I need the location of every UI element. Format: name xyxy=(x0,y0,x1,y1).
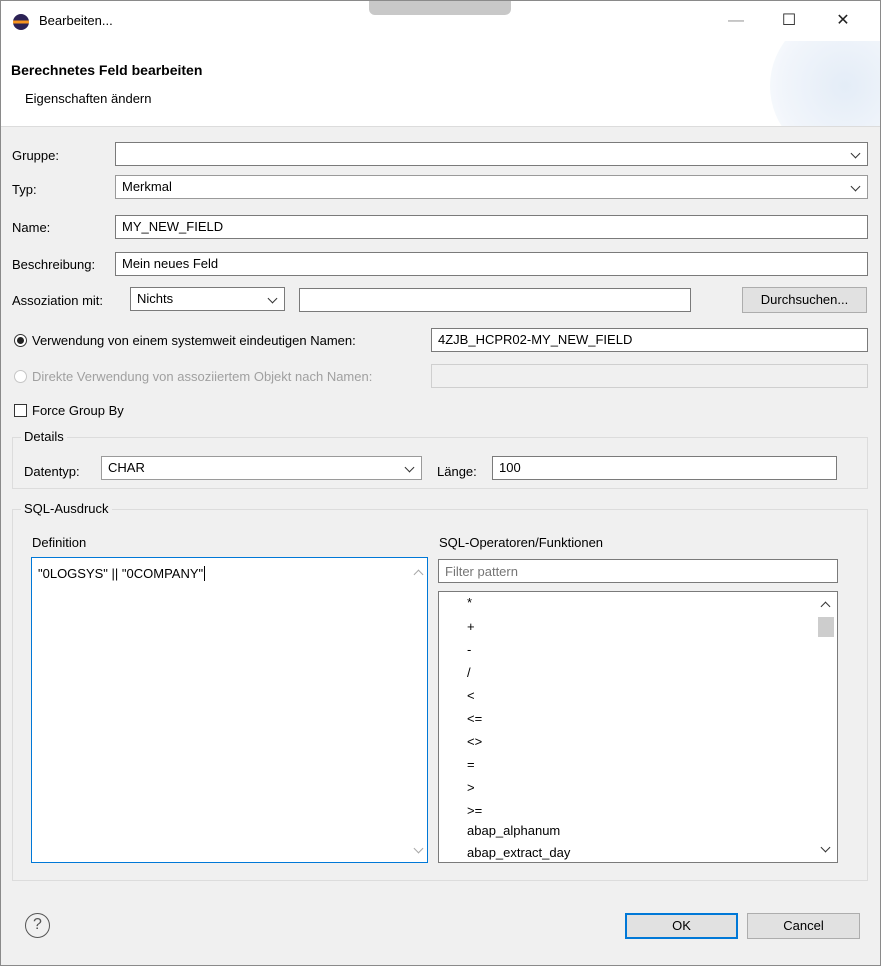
window-title: Bearbeiten... xyxy=(39,13,113,28)
assoziation-select[interactable] xyxy=(130,287,285,311)
beschreibung-input[interactable]: Mein neues Feld xyxy=(115,252,868,276)
unique-name-input[interactable]: 4ZJB_HCPR02-MY_NEW_FIELD xyxy=(431,328,868,352)
cancel-button[interactable]: Cancel xyxy=(747,913,860,939)
list-item[interactable]: = xyxy=(467,757,475,772)
force-group-by-label[interactable]: Force Group By xyxy=(32,403,124,418)
list-item[interactable]: abap_extract_day xyxy=(467,845,571,860)
dialog-header xyxy=(1,41,880,127)
drag-handle[interactable] xyxy=(369,1,511,15)
dialog-subheading: Eigenschaften ändern xyxy=(25,91,152,106)
list-item[interactable]: <> xyxy=(467,734,483,749)
operators-list[interactable] xyxy=(438,591,838,863)
assoziation-value: Nichts xyxy=(137,291,174,306)
header-decoration xyxy=(770,41,880,127)
scroll-down-icon[interactable] xyxy=(821,843,831,853)
datentyp-label: Datentyp: xyxy=(24,464,80,479)
laenge-input[interactable]: 100 xyxy=(492,456,837,480)
operators-label: SQL-Operatoren/Funktionen xyxy=(439,535,604,550)
details-legend: Details xyxy=(21,429,67,444)
help-icon[interactable]: ? xyxy=(25,913,50,938)
list-item[interactable]: < xyxy=(467,688,475,703)
definition-editor[interactable] xyxy=(31,557,428,863)
chevron-down-icon xyxy=(851,149,861,159)
minimize-button[interactable]: — xyxy=(728,12,744,29)
gruppe-select[interactable] xyxy=(115,142,868,166)
ok-button[interactable]: OK xyxy=(625,913,738,939)
list-item[interactable]: >= xyxy=(467,803,483,818)
gruppe-label: Gruppe: xyxy=(12,148,59,163)
datentyp-select[interactable] xyxy=(101,456,422,480)
browse-button[interactable]: Durchsuchen... xyxy=(742,287,867,313)
assoziation-label: Assoziation mit: xyxy=(12,293,104,308)
direct-name-input[interactable] xyxy=(431,364,868,388)
beschreibung-label: Beschreibung: xyxy=(12,257,96,272)
unique-name-radio[interactable] xyxy=(14,334,27,347)
definition-text: "0LOGSYS" || "0COMPANY" xyxy=(38,566,204,581)
maximize-button[interactable]: ☐ xyxy=(781,12,797,29)
typ-select[interactable] xyxy=(115,175,868,199)
definition-label: Definition xyxy=(32,535,87,550)
unique-name-radio-label[interactable]: Verwendung von einem systemweit eindeutigen Namen: xyxy=(32,333,356,348)
dialog-heading: Berechnetes Feld bearbeiten xyxy=(11,62,203,78)
list-item[interactable]: <= xyxy=(467,711,483,726)
force-group-by-checkbox[interactable] xyxy=(14,404,27,417)
laenge-label: Länge: xyxy=(437,464,477,479)
list-item[interactable]: - xyxy=(467,642,472,657)
typ-label: Typ: xyxy=(12,182,37,197)
scroll-up-icon[interactable] xyxy=(821,602,831,612)
list-item[interactable]: > xyxy=(467,780,475,795)
list-item[interactable]: / xyxy=(467,665,471,680)
chevron-down-icon xyxy=(405,463,415,473)
close-button[interactable]: ✕ xyxy=(836,12,850,29)
typ-value: Merkmal xyxy=(122,179,172,194)
list-item[interactable]: * xyxy=(467,595,473,610)
scroll-up-icon[interactable] xyxy=(414,570,424,580)
name-label: Name: xyxy=(12,220,51,235)
name-input[interactable]: MY_NEW_FIELD xyxy=(115,215,868,239)
chevron-down-icon xyxy=(851,182,861,192)
direct-name-radio[interactable] xyxy=(14,370,27,383)
scrollbar-thumb[interactable] xyxy=(818,617,834,637)
direct-name-radio-label[interactable]: Direkte Verwendung von assoziiertem Objekt nach Namen: xyxy=(32,369,373,384)
sql-legend: SQL-Ausdruck xyxy=(21,501,112,516)
text-caret xyxy=(204,566,205,581)
list-scrollbar[interactable] xyxy=(815,592,837,862)
eclipse-app-icon xyxy=(13,14,29,30)
title-bar[interactable] xyxy=(1,1,880,41)
filter-input[interactable] xyxy=(438,559,838,583)
assoziation-object-input[interactable] xyxy=(299,288,691,312)
list-item[interactable]: + xyxy=(467,619,475,634)
scroll-down-icon[interactable] xyxy=(414,844,424,854)
datentyp-value: CHAR xyxy=(108,460,145,475)
list-item[interactable]: abap_alphanum xyxy=(467,823,561,838)
chevron-down-icon xyxy=(268,294,278,304)
